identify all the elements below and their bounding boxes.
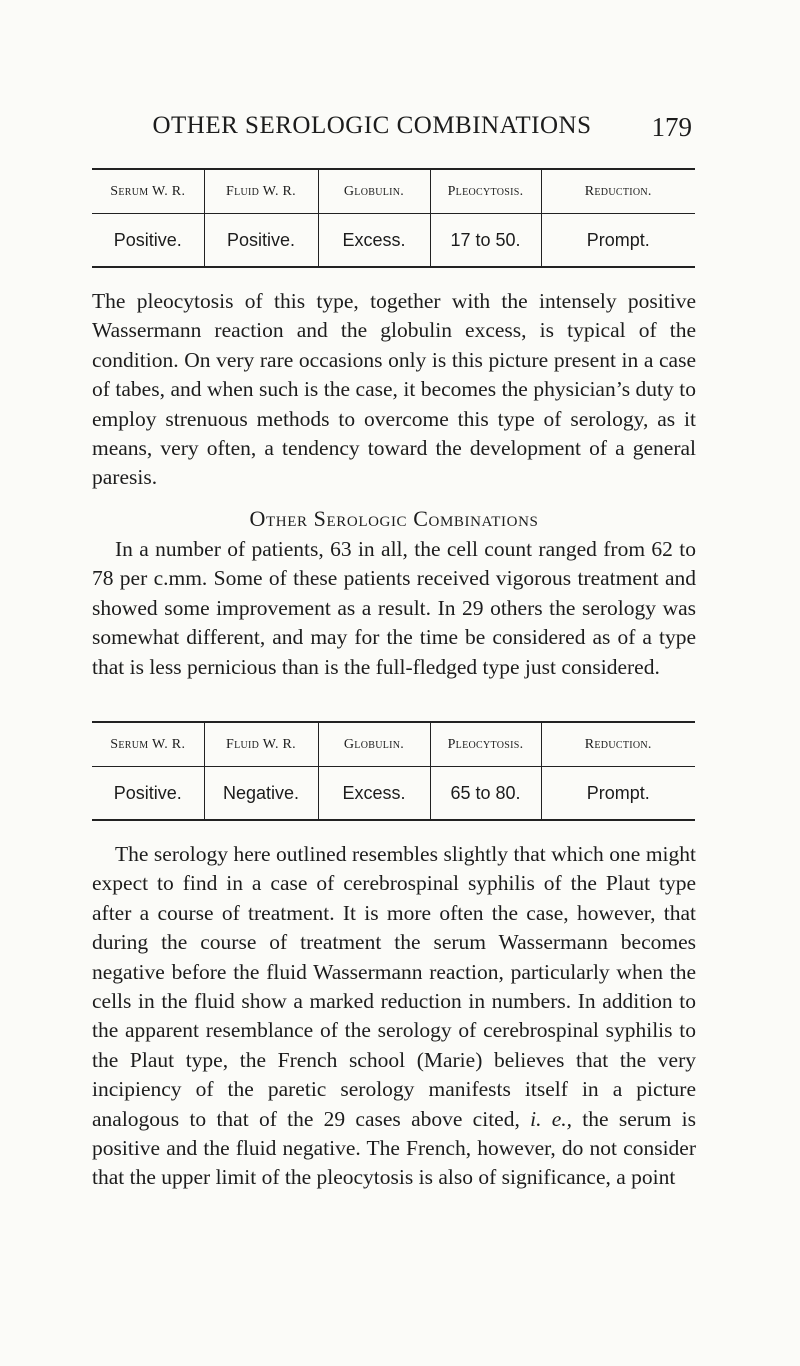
paragraph-3 [92,840,696,1193]
cell-reduction: Prompt. [541,767,695,821]
cell-fluid-wr: Negative. [204,767,318,821]
paragraph-3-text-b: the serum is positive and the fluid negative. The French, however, do not consider that the upper limit of the pleocytosis is also of significance, a point [92,1106,696,1190]
header-serum-wr: Serum W. R. [92,169,204,214]
cell-fluid-wr: Positive. [204,214,318,268]
header-reduction: Reduction. [541,169,695,214]
section-heading: Other Serologic Combinations [249,506,539,531]
table-row [92,214,695,268]
cell-globulin: Excess. [318,214,430,268]
serology-table-2 [92,721,695,821]
cell-reduction: Prompt. [541,214,695,268]
table-row [92,767,695,821]
cell-pleocytosis: 65 to 80. [430,767,541,821]
paragraph-3-text-a: The serology here outlined resembles slightly that which one might expect to find in a case of cerebrospinal syphilis of the Plaut type after a course of treatment. It is more often the case, however, that during the course of treatment the serum Wassermann becomes negative before the fluid Wassermann reaction, particularly when the cells in the fluid show a marked reduction in numbers. In addition to the apparent resemblance of the serology of cerebrospinal syphilis to the Plaut type, the French school (Marie) believes that the very incipiency of the paretic serology manifests itself in a picture analogous to that of the 29 cases above cited, [92,842,696,1131]
header-pleocytosis: Pleocytosis. [430,169,541,214]
table-header-row [92,722,695,767]
cell-serum-wr: Positive. [92,214,204,268]
table-header-row [92,169,695,214]
header-reduction: Reduction. [541,722,695,767]
paragraph-2: In a number of patients, 63 in all, the cell count ranged from 62 to 78 per c.mm. Some of these patients received vigorous treatment and showed some improvement as a result. In 29 others the serology was somewhat different, and may for the time be considered as of a type that is less pernicious than is the full-fledged type just considered. [92,537,696,679]
header-fluid-wr: Fluid W. R. [204,169,318,214]
cell-serum-wr: Positive. [92,767,204,821]
cell-pleocytosis: 17 to 50. [430,214,541,268]
header-pleocytosis: Pleocytosis. [430,722,541,767]
header-globulin: Globulin. [318,722,430,767]
running-head [0,112,800,152]
header-serum-wr: Serum W. R. [92,722,204,767]
paragraph-3-italic: i. e., [530,1106,573,1131]
paragraph-1: The pleocytosis of this type, together with the intensely positive Wassermann reaction and the globulin excess, is typical of the condition. On very rare occasions only is this picture present in a case of tabes, and when such is the case, it becomes the physician’s duty to employ strenuous methods to overcome this type of serology, as it means, very often, a tendency toward the development of a general paresis. [92,289,696,490]
page-number: 179 [651,112,692,142]
header-globulin: Globulin. [318,169,430,214]
cell-globulin: Excess. [318,767,430,821]
serology-table-1 [92,168,695,268]
running-title: OTHER SEROLOGIC COMBINATIONS [152,112,592,139]
header-fluid-wr: Fluid W. R. [204,722,318,767]
